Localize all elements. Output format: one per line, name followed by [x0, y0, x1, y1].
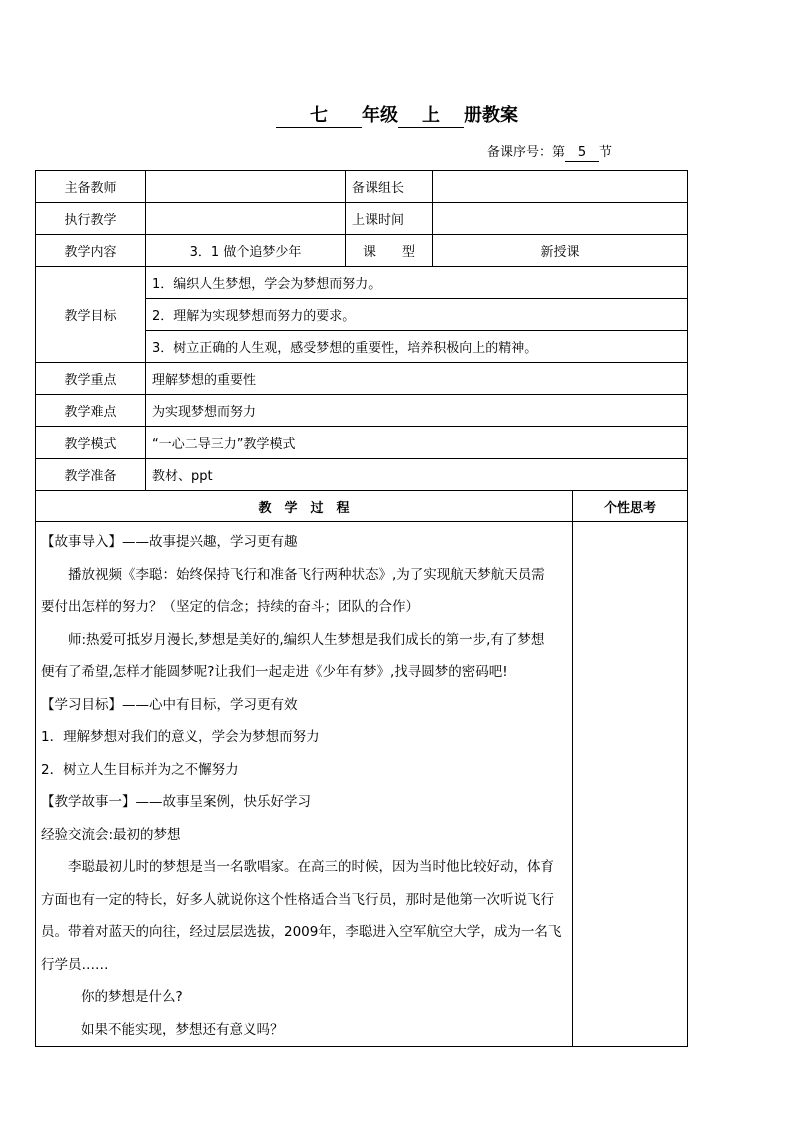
- section-heading: 【教学故事一】——故事呈案例，快乐好学习: [41, 794, 311, 810]
- side-header: 个性思考: [573, 491, 688, 522]
- paragraph-line: 要付出怎样的努力？（坚定的信念；持续的奋斗；团队的合作）: [41, 599, 419, 615]
- document-title: [0, 104, 794, 128]
- content-label: 教学内容: [36, 235, 146, 267]
- mode-label: 教学模式: [36, 427, 146, 459]
- table-row: [36, 522, 688, 1047]
- table-row: [36, 267, 688, 299]
- question-line: 如果不能实现，梦想还有意义吗？: [81, 1021, 284, 1038]
- group-leader-label: 备课组长: [346, 171, 433, 203]
- table-row: [36, 171, 688, 203]
- list-item: 2．树立人生目标并为之不懈努力: [41, 761, 239, 778]
- lesson-number-value: 5: [565, 145, 599, 162]
- grade-suffix: 年级: [362, 105, 398, 126]
- lesson-type-label: 课 型: [346, 235, 433, 267]
- section-heading: 【故事导入】——故事提兴趣，学习更有趣: [41, 534, 298, 550]
- prep-value: 教材、ppt: [146, 459, 688, 491]
- paragraph-line: 师:热爱可抵岁月漫长,梦想是美好的,编织人生梦想是我们成长的第一步,有了梦想: [68, 631, 545, 648]
- exec-teacher-field[interactable]: [146, 203, 346, 235]
- side-notes[interactable]: [573, 522, 688, 1047]
- key-points-value: 理解梦想的重要性: [146, 363, 688, 395]
- prep-label: 教学准备: [36, 459, 146, 491]
- lead-teacher-label: 主备教师: [36, 171, 146, 203]
- exec-teacher-label: 执行教学: [36, 203, 146, 235]
- paragraph-line: 播放视频《李聪：始终保持飞行和准备飞行两种状态》,为了实现航天梦航天员需: [68, 566, 545, 583]
- objective-item: 2．理解为实现梦想而努力的要求。: [146, 299, 688, 331]
- key-points-label: 教学重点: [36, 363, 146, 395]
- content-value: 3．1 做个追梦少年: [146, 235, 346, 267]
- table-row: [36, 459, 688, 491]
- activity-title: 经验交流会:最初的梦想: [41, 826, 181, 843]
- difficulties-label: 教学难点: [36, 395, 146, 427]
- story-paragraph: 李聪最初儿时的梦想是当一名歌唱家。在高三的时候，因为当时他比较好动，体育方面也有一定的特长，好多人就说你这个性格适合当飞行员，那时是他第一次听说飞行员。带着对蓝天的向往，经过层层选拔，2009年，李聪进入空军航空大学，成为一名飞行学员……: [41, 859, 562, 973]
- table-row: [36, 427, 688, 459]
- section-heading: 【学习目标】——心中有目标，学习更有效: [41, 696, 298, 713]
- objective-item: 3．树立正确的人生观，感受梦想的重要性，培养积极向上的精神。: [146, 331, 688, 363]
- table-row: [36, 395, 688, 427]
- group-leader-field[interactable]: [433, 171, 688, 203]
- lesson-type-value: 新授课: [433, 235, 688, 267]
- objectives-label: 教学目标: [36, 267, 146, 363]
- lead-teacher-field[interactable]: [146, 171, 346, 203]
- lesson-number-label: 备课序号：第: [487, 145, 566, 160]
- table-row: [36, 491, 688, 522]
- objective-item: 1．编织人生梦想，学会为梦想而努力。: [146, 267, 688, 299]
- table-row: [36, 363, 688, 395]
- list-item: 1．理解梦想对我们的意义，学会为梦想而努力: [41, 729, 320, 745]
- question-line: 你的梦想是什么?: [81, 989, 183, 1005]
- grade-value: 七: [276, 105, 362, 128]
- volume-value: 上: [398, 105, 464, 128]
- process-content: [36, 522, 573, 1047]
- lesson-info-table: [35, 170, 688, 491]
- class-time-label: 上课时间: [346, 203, 433, 235]
- difficulties-value: 为实现梦想而努力: [146, 395, 688, 427]
- doc-type: 册教案: [464, 105, 518, 126]
- mode-value: “一心二导三力”教学模式: [146, 427, 688, 459]
- lesson-number: [487, 144, 612, 162]
- process-header: 教 学 过 程: [36, 491, 573, 522]
- process-table: [35, 490, 688, 1047]
- table-row: [36, 203, 688, 235]
- class-time-field[interactable]: [433, 203, 688, 235]
- lesson-number-suffix: 节: [599, 145, 613, 160]
- paragraph-line: 便有了希望,怎样才能圆梦呢?让我们一起走进《少年有梦》,找寻圆梦的密码吧!: [41, 664, 508, 680]
- table-row: [36, 235, 688, 267]
